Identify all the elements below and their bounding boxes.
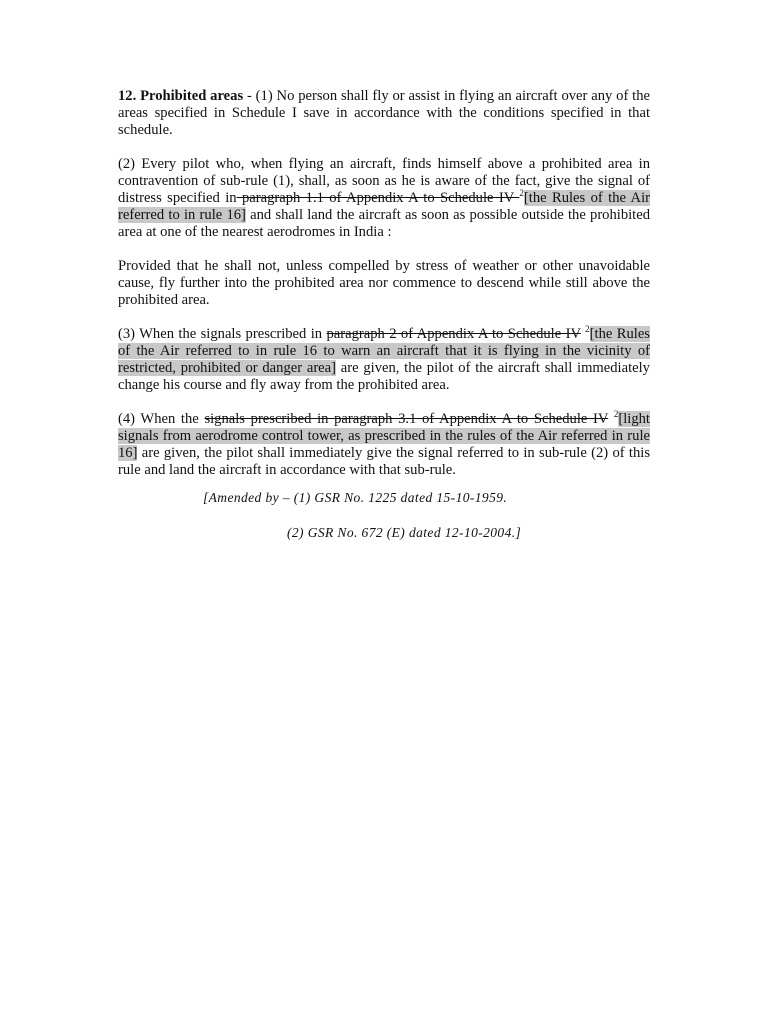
paragraph-5-text-a: (4) When the — [118, 411, 205, 427]
deleted-text: paragraph 2 of Appendix A to Schedule IV — [326, 326, 581, 342]
paragraph-1-text: - (1) No person shall fly or assist in flying an aircraft over any of the areas specified in Schedule I save in accordance with the conditions specified in that schedule. — [118, 88, 650, 138]
amendment-note-line-1: [Amended by – (1) GSR No. 1225 dated 15-10-1959. — [203, 490, 508, 505]
deleted-text: signals prescribed in paragraph 3.1 of Appendix A to Schedule IV — [204, 411, 609, 427]
amendment-note-line-2: (2) GSR No. 672 (E) dated 12-10-2004.] — [287, 525, 522, 540]
footnote-marker: 2 — [585, 324, 590, 335]
paragraph-3: Provided that he shall not, unless compelled by stress of weather or other unavoidable cause, fly further into the prohibited area nor commence to descend while still above the prohibited area. — [118, 258, 650, 308]
footnote-marker: 2 — [613, 409, 619, 420]
inserted-text: [the Rules of the Air referred to in rule 16 to warn an aircraft that it is flying in the vicinity of restricted, prohibited or danger area] — [118, 326, 650, 376]
paragraph-1 — [118, 88, 650, 139]
paragraph-4-text-a: (3) When the signals prescribed in — [118, 326, 327, 342]
paragraph-4 — [118, 326, 650, 394]
paragraph-2-text-b: and shall land the aircraft as soon as possible outside the prohibited area at one of the nearest aerodromes in India : — [118, 207, 651, 240]
paragraph-2-text-a: (2) Every pilot who, when flying an aircraft, finds himself above a prohibited area in contravention of sub-rule (1), shall, as soon as he is aware of the fact, give the signal of distress specified in — [118, 156, 650, 206]
section-heading: 12. Prohibited areas — [118, 88, 244, 104]
deleted-text: paragraph 1.1 of Appendix A to Schedule IV — [236, 190, 520, 206]
paragraph-5 — [118, 411, 650, 479]
inserted-text: [the Rules of the Air referred to in rule 16] — [118, 190, 650, 223]
rule-text — [118, 88, 650, 496]
paragraph-2 — [118, 156, 650, 241]
paragraph-4-text-b: are given, the pilot of the aircraft shall immediately change his course and fly away from the prohibited area. — [118, 360, 650, 393]
paragraph-5-text-b: are given, the pilot shall immediately give the signal referred to in sub-rule (2) of this rule and land the aircraft in accordance with that sub-rule. — [118, 445, 650, 478]
footnote-marker: 2 — [519, 188, 524, 199]
inserted-text: [light signals from aerodrome control tower, as prescribed in the rules of the Air referred in rule 16] — [118, 411, 650, 461]
